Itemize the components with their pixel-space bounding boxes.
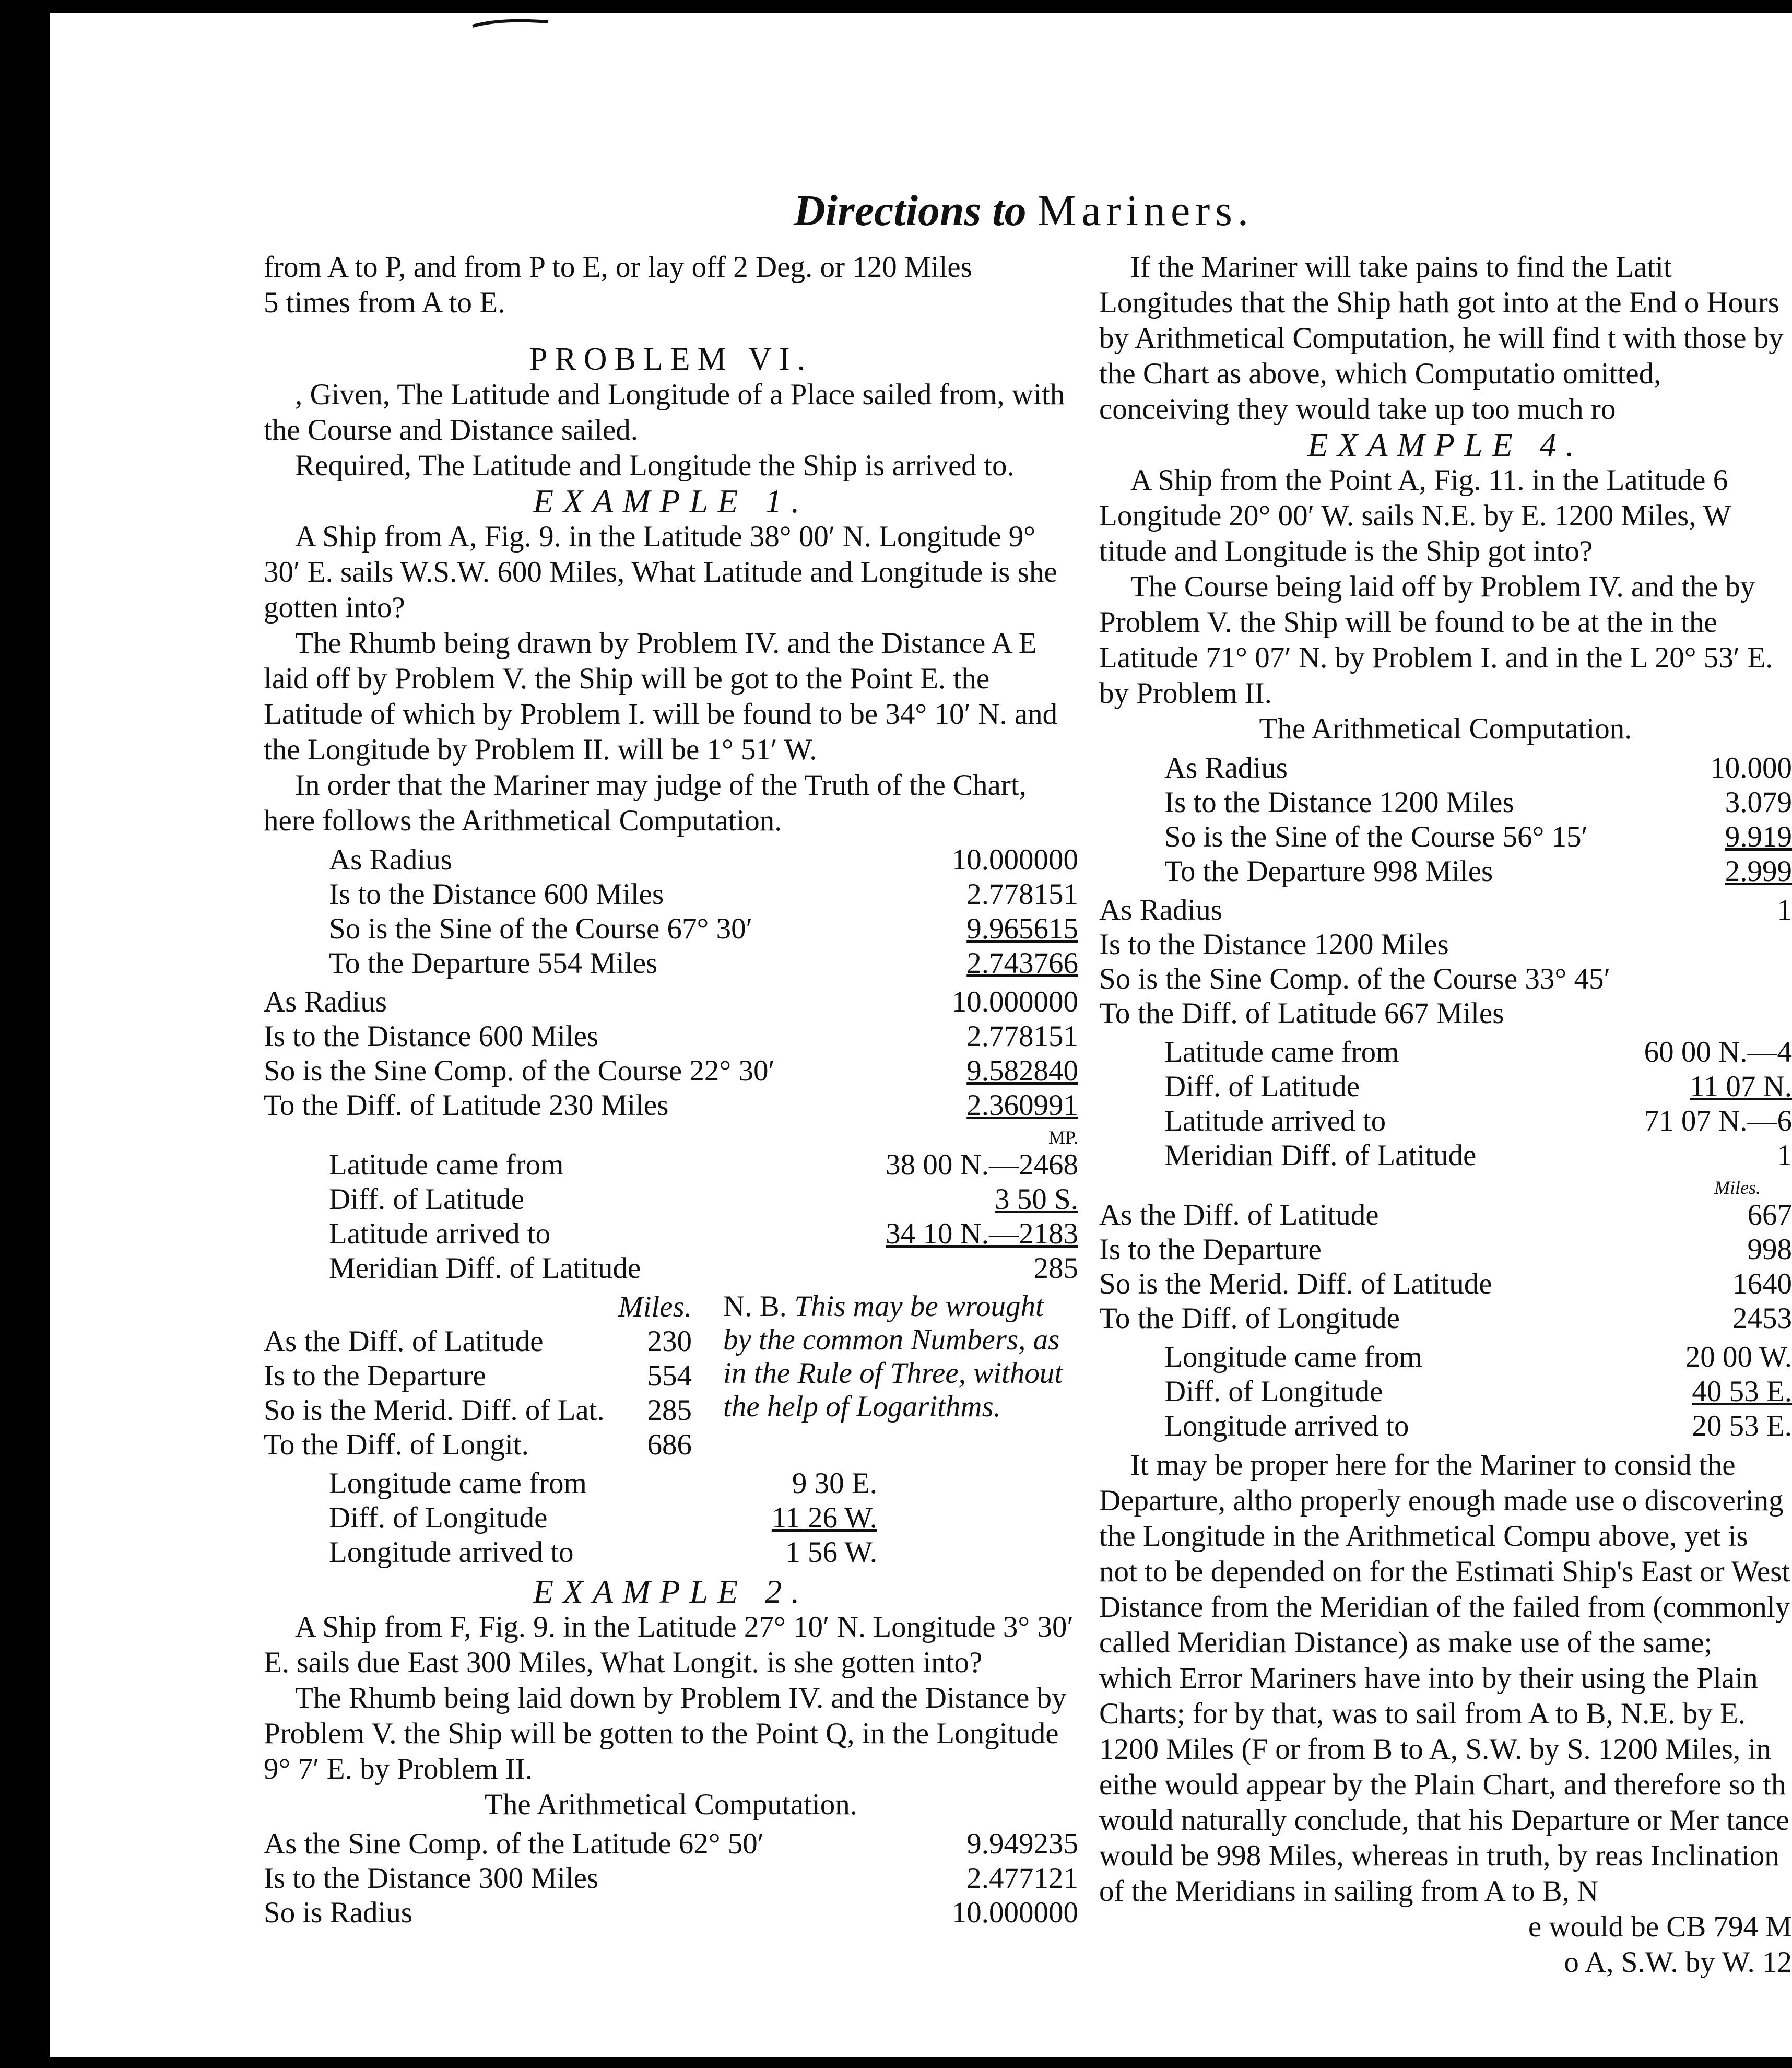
calc-block-1 [264,843,1078,981]
problem-title: PROBLEM VI. [529,342,813,377]
scan-border-bottom [0,2057,1792,2068]
right-calc-block-2 [1099,893,1792,1031]
ink-mark [470,16,553,31]
calc-row: As Radius 10.000000 [329,843,1078,876]
calc-block-3 [264,1827,1078,1930]
required-text: Required, The Latitude and Longitude the Ship is arrived to. [295,449,1015,482]
calc-row: Is to the Distance 600 Miles 2.778151 [264,1020,1078,1053]
calc-row: Latitude arrived to 71 07 N.—6 [1164,1104,1792,1137]
scan-border-left [0,0,50,2068]
example-4-answer: The Course being laid off by Problem IV. and the by Problem V. the Ship will be found to be at the in the Latitude 71° 07′ N. by Problem I. and in the L 20° 53′ E. by Problem II. [1099,570,1773,710]
example-4-title: EXAMPLE 4. [1307,426,1584,463]
calc-row: As Radius 1 [1099,894,1792,926]
calc-row: To the Diff. of Latitude 667 Miles [1099,997,1504,1030]
calc-row: To the Diff. of Latitude 230 Miles 2.360991 [264,1089,1078,1122]
right-longitude-block [1099,1340,1792,1443]
calc-row: Is to the Distance 1200 Miles 3.079 [1164,786,1792,819]
running-header [794,185,1254,236]
calc-row: Latitude came from 60 00 N.—4 [1164,1036,1792,1068]
calc-block-2 [264,985,1078,1123]
calc-row: Diff. of Longitude 11 26 W. [329,1501,877,1534]
calc-row: To the Diff. of Longit. 686 [264,1428,692,1461]
calc-row: To the Departure 554 Miles 2.743766 [329,947,1078,980]
calc-row: Diff. of Latitude 3 50 S. [329,1183,1078,1216]
calc-row: So is the Merid. Diff. of Lat. 285 [264,1394,692,1427]
scan-border-top [0,0,1792,13]
example-2-calc-title: The Arithmetical Computation. [485,1788,857,1821]
right-tail-2: o A, S.W. by W. 12 [1564,1946,1792,1979]
right-calc-title: The Arithmetical Computation. [1259,712,1632,745]
calc-row: As the Diff. of Latitude 230 [264,1325,692,1358]
calc-row: Is to the Departure 554 [264,1359,692,1392]
calc-row: Latitude arrived to 34 10 N.—2183 [329,1217,1078,1250]
example-4-text: A Ship from the Point A, Fig. 11. in the Latitude 6 Longitude 20° 00′ W. sails N.E. by E. 1200 Miles, W titude and Longitude is the Ship got into? [1099,464,1731,568]
calc-row: Diff. of Latitude 11 07 N. [1164,1070,1792,1103]
example-1-text: A Ship from A, Fig. 9. in the Latitude 38° 00′ N. Longitude 9° 30′ E. sails W.S.W. 600 Miles, What Latitude and Longitude is she gotten into? [264,520,1057,624]
calc-row: As Radius 10.000000 [264,985,1078,1018]
calc-row: Longitude came from 9 30 E. [329,1467,877,1500]
given-text: , Given, The Latitude and Longitude of a Place sailed from, with the Course and Distance sailed. [264,378,1065,446]
calc-row: Longitude came from 20 00 W. [1164,1341,1792,1373]
calc-row: As the Diff. of Latitude 667 [1099,1198,1792,1231]
intro-line-2: 5 times from A to E. [264,286,505,319]
right-calc-block-1 [1099,751,1792,889]
intro-line-1: from A to P, and from P to E, or lay off 2 Deg. or 120 Miles [264,251,972,284]
latitude-block [264,1127,1078,1286]
mp-label: MP. [1048,1127,1078,1148]
calc-row: Is to the Distance 300 Miles 2.477121 [264,1862,1078,1895]
left-column [264,250,1078,1934]
calc-row: To the Departure 998 Miles 2.999 [1164,855,1792,888]
example-1-answer: The Rhumb being drawn by Problem IV. and the Distance A E laid off by Problem V. the Ship will be got to the Point E. the Latitude of which by Problem I. will be found to be 34° 10′ N. and the Longitude by Problem II. will be 1° 51′ W. [264,627,1058,766]
calc-row: So is Radius 10.000000 [264,1896,1078,1929]
example-2-title: EXAMPLE 2. [533,1573,809,1610]
longitude-block [264,1466,877,1570]
proportion-block [264,1290,1078,1462]
calc-row: As Radius 10.000 [1164,751,1792,784]
right-closing-paragraph: It may be proper here for the Mariner to consid the Departure, altho properly enough made use o discovering the Longitude in the Arithmetical Compu above, yet is not to be depended on for the Estimati Ship's East or West Distance from the Meridian of the failed from (commonly called Meridian Distance) as make use of the same; which Error Mariners have into by their using the Plain Charts; for by that, was to sail from A to B, N.E. by E. 1200 Miles (F or from B to A, S.W. by S. 1200 Miles, in eithe would appear by the Plain Chart, and therefore so th would naturally conclude, that his Departure or Mer tance would be 998 Miles, whereas in truth, by reas Inclination of the Meridians in sailing from A to B, N [1099,1449,1790,1908]
calc-row: Longitude arrived to 20 53 E. [1164,1409,1792,1442]
right-intro: If the Mariner will take pains to find the Latit Longitudes that the Ship hath got into at the End o Hours by Arithmetical Computation, he will find t with those by the Chart as above, which Computatio omitted, conceiving they would take up too much ro [1099,251,1784,426]
calc-row: Meridian Diff. of Latitude 1 [1164,1139,1792,1172]
calc-row: So is the Sine Comp. of the Course 33° 45′ [1099,962,1610,995]
calc-row: Latitude came from 38 00 N.—2468 [329,1148,1078,1181]
calc-row: To the Diff. of Longitude 2453 [1099,1302,1792,1335]
right-tail-1: e would be CB 794 M [1528,1910,1792,1943]
right-column [1099,250,1792,1980]
header-lead: Directions to [794,186,1027,235]
calc-row: Diff. of Longitude 40 53 E. [1164,1375,1792,1408]
calc-row: Is to the Distance 1200 Miles [1099,928,1449,961]
calc-row: Is to the Departure 998 [1099,1233,1792,1266]
example-1-order: In order that the Mariner may judge of the Truth of the Chart, here follows the Arithmetical Computation. [264,769,1027,837]
right-proportion-block [1099,1177,1792,1336]
right-latitude-block [1099,1035,1792,1173]
calc-row: Meridian Diff. of Latitude 285 [329,1252,1078,1285]
example-2-text: A Ship from F, Fig. 9. in the Latitude 27° 10′ N. Longitude 3° 30′ E. sails due East 300 Miles, What Longit. is she gotten into? [264,1611,1074,1679]
example-2-answer: The Rhumb being laid down by Problem IV. and the Distance by Problem V. the Ship will be gotten to the Point Q, in the Longitude 9° 7′ E. by Problem II. [264,1682,1067,1785]
right-miles-label: Miles. [1714,1177,1761,1198]
miles-label: Miles. [618,1290,692,1323]
calc-row: So is the Merid. Diff. of Latitude 1640 [1099,1267,1792,1300]
calc-row: Is to the Distance 600 Miles 2.778151 [329,878,1078,911]
header-caps: Mariners. [1037,186,1254,235]
example-1-title: EXAMPLE 1. [533,483,809,520]
calc-row: So is the Sine of the Course 56° 15′ 9.919 [1164,820,1792,853]
calc-row: Longitude arrived to 1 56 W. [329,1536,877,1569]
calc-row: So is the Sine Comp. of the Course 22° 30′ 9.582840 [264,1054,1078,1087]
nb-note: N. B. This may be wrought by the common Numbers, as in the Rule of Three, without the help of Logarithms. [723,1290,1063,1423]
calc-row: So is the Sine of the Course 67° 30′ 9.965615 [329,912,1078,945]
calc-row: As the Sine Comp. of the Latitude 62° 50′ 9.949235 [264,1827,1078,1860]
